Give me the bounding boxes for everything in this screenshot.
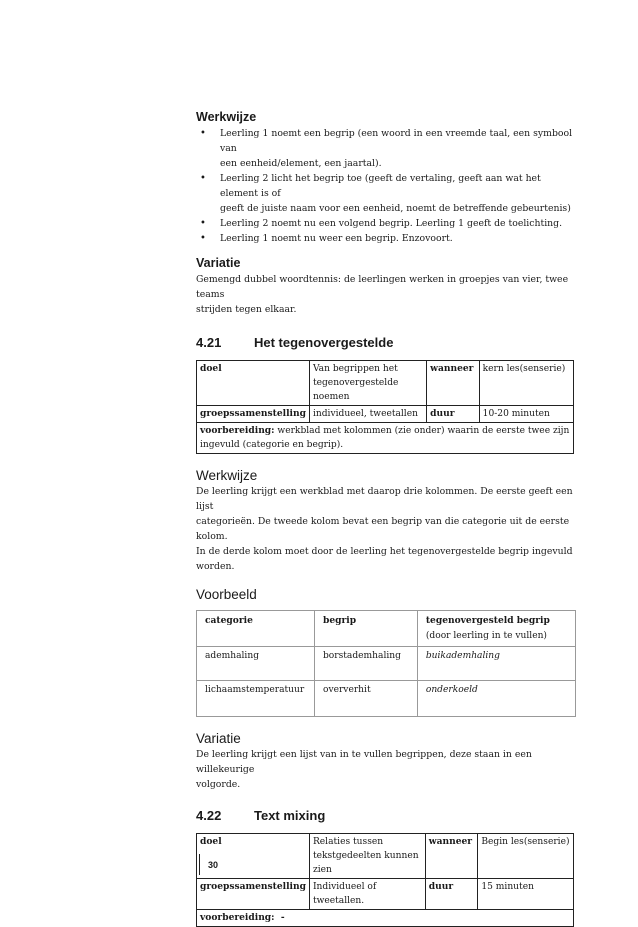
werkwijze-text: De leerling krijgt een werkblad met daarop drie kolommen. De eerste geeft een lijst categorieën. De tweede kolom bevat een begrip van die categorie uit de eerste kolom. In de derde kolom moet door de leerling het tegenovergestelde begrip ingevuld worden. [196,486,573,572]
wanneer-label: wanneer [427,361,479,406]
page-number-divider [199,854,200,875]
duur-value: 15 minuten [478,879,574,910]
column-header-categorie: categorie [197,611,315,647]
wanneer-value: Begin les(senserie) [478,834,574,879]
variatie-section [196,256,576,317]
variatie-text: De leerling krijgt een lijst van in te vullen begrippen, deze staan in een willekeurige volgorde. [196,749,532,790]
activity-number: 4.22 [196,808,222,823]
activity-info-table [196,360,574,454]
page-number: 30 [208,860,219,870]
duur-value: 10-20 minuten [479,406,573,423]
werkwijze-heading: Werkwijze [196,468,258,483]
werkwijze-section [196,110,576,246]
voorbereiding-label: voorbereiding: [200,425,275,436]
activity-info-table [196,833,574,927]
activity-number: 4.21 [196,335,222,350]
wanneer-value: kern les(senserie) [479,361,573,406]
activity-title: Text mixing [254,808,326,823]
bullet-icon: • [200,218,206,229]
wanneer-label: wanneer [425,834,478,879]
voorbeeld-section [196,587,576,717]
activity-title: Het tegenovergestelde [254,335,394,350]
duur-label: duur [427,406,479,423]
doel-value: Van begrippen het tegenovergestelde noemen [309,361,426,406]
groepssamenstelling-label: groepssamenstelling [197,879,310,910]
bullet-icon: • [200,233,206,244]
doel-value: Relaties tussen tekstgedeelten kunnen zien [309,834,425,879]
groepssamenstelling-value: Individueel of tweetallen. [309,879,425,910]
table-header-row [197,611,576,647]
variatie-heading: Variatie [196,731,241,746]
column-header-tegenovergesteld: tegenovergesteld begrip (door leerling in te vullen) [417,611,575,647]
list-item: • Leerling 1 noemt een begrip (een woord in een vreemde taal, een symbool van een eenheid/element, een jaartal). [200,128,573,169]
list-item: • Leerling 2 licht het begrip toe (geeft de vertaling, geeft aan wat het element is of geeft de juiste naam voor een eenheid, noemt de betreffende gebeurtenis) [200,173,571,214]
cell-begrip: borstademhaling [314,647,417,681]
voorbereiding-cell [197,910,574,927]
doel-label: doel [197,361,310,406]
column-header-begrip: begrip [314,611,417,647]
list-item: • Leerling 1 noemt nu weer een begrip. Enzovoort. [200,233,453,244]
voorbereiding-label: voorbereiding: [200,912,275,923]
voorbereiding-cell: voorbereiding: werkblad met kolommen (zie onder) waarin de eerste twee zijn ingevuld (categorie en begrip). [197,423,574,454]
table-row [197,647,576,681]
groepssamenstelling-label: groepssamenstelling [197,406,310,423]
activity-4-22-heading [196,808,576,823]
bullet-icon: • [200,128,206,139]
activity-4-21-heading [196,335,576,350]
doel-label: doel [197,834,310,879]
cell-categorie: ademhaling [197,647,315,681]
voorbeeld-heading: Voorbeeld [196,587,257,602]
cell-tegenovergesteld: onderkoeld [417,681,575,717]
bullet-icon: • [200,173,206,184]
variatie-heading: Variatie [196,256,241,270]
example-table [196,610,576,717]
cell-begrip: oververhit [314,681,417,717]
variatie-text: Gemengd dubbel woordtennis: de leerlingen werken in groepjes van vier, twee teams strijden tegen elkaar. [196,274,569,315]
duur-label: duur [425,879,478,910]
list-item: • Leerling 2 noemt nu een volgend begrip. Leerling 1 geeft de toelichting. [200,218,563,229]
werkwijze-section [196,468,576,574]
groepssamenstelling-value: individueel, tweetallen [309,406,426,423]
werkwijze-bullet-list [196,126,576,246]
table-row [197,681,576,717]
werkwijze-heading: Werkwijze [196,110,257,124]
voorbereiding-value: - [274,912,285,923]
cell-categorie: lichaamstemperatuur [197,681,315,717]
cell-tegenovergesteld: buikademhaling [417,647,575,681]
variatie-section [196,731,576,792]
page-content [196,110,576,927]
